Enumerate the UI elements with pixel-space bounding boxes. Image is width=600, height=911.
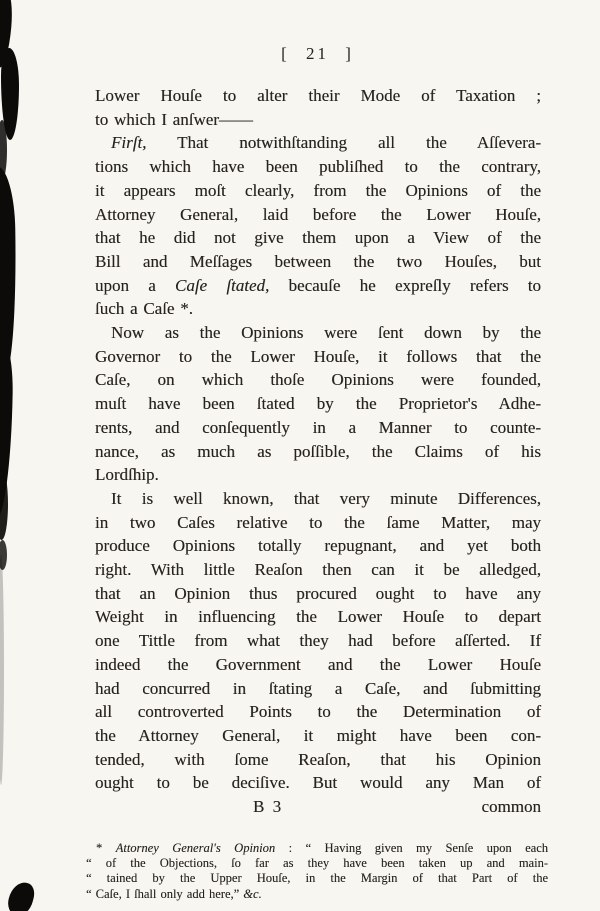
body-line: Lower Houſe to alter their Mode of Taxation ; (95, 86, 541, 105)
body-line: one Tittle from what they had before aſſerted. If (95, 631, 541, 651)
body-line: the Attorney General, it might have been con- (95, 725, 541, 745)
body-line: all controverted Points to the Determination of (95, 702, 541, 722)
scan-artifact (5, 880, 37, 911)
body-line: that he did not give them upon a View of the (95, 228, 541, 248)
footnote-line: * Attorney General's Opinion : “ Having given my Senſe upon each (96, 841, 549, 855)
scan-artifact (0, 555, 4, 785)
body-line: ought to be deciſive. But would any Man of (95, 773, 541, 793)
page-number: [ 21 ] (281, 44, 354, 63)
catchword: common (481, 797, 541, 816)
body-line: Firſt, That notwithſtanding all the Aſſevera- (111, 133, 541, 153)
body-line: tions which have been publiſhed to the contrary, (95, 157, 541, 177)
body-line: Now as the Opinions were ſent down by the (111, 323, 541, 343)
body-line: Lordſhip. (95, 465, 159, 485)
signature-row (95, 797, 541, 821)
body-line: rents, and conſequently in a Manner to counte- (95, 417, 541, 437)
body-line: tended, with ſome Reaſon, that his Opinion (95, 749, 541, 769)
body-line: Attorney General, laid before the Lower Houſe, (95, 204, 541, 224)
body-line: muſt have been ſtated by the Proprietor's Adhe- (95, 394, 541, 414)
footnote-text (86, 841, 548, 902)
footnote-line: “ Caſe, I ſhall only add here,” &c. (86, 886, 262, 901)
signature-mark: B 3 (253, 797, 284, 816)
body-line: had concurred in ſtating a Caſe, and ſubmitting (95, 678, 541, 698)
body-text (95, 84, 541, 795)
body-line: Bill and Meſſages between the two Houſes, but (95, 251, 541, 271)
footnote-line: “ tained by the Upper Houſe, in the Margin of that Part of the (86, 871, 548, 886)
body-line: ſuch a Caſe *. (95, 299, 193, 319)
body-line: nance, as much as poſſible, the Claims of his (95, 441, 541, 461)
body-line: indeed the Government and the Lower Houſe (95, 654, 541, 674)
body-line: upon a Caſe ſtated, becauſe he expreſly refers to (95, 275, 542, 295)
body-line: it appears moſt clearly, from the Opinions of the (95, 180, 541, 200)
body-line: right. With little Reaſon then can it be alledged, (95, 560, 541, 580)
body-line: Governor to the Lower Houſe, it follows that the (95, 346, 541, 366)
body-line: that an Opinion thus procured ought to have any (95, 583, 541, 603)
body-line: to which I anſwer—— (95, 109, 253, 129)
body-line: Caſe, on which thoſe Opinions were founded, (95, 370, 541, 390)
body-line: produce Opinions totally repugnant, and yet both (95, 536, 541, 556)
body-line: in two Caſes relative to the ſame Matter, may (95, 512, 541, 532)
body-line: Weight in influencing the Lower Houſe to depart (95, 607, 541, 627)
body-line: It is well known, that very minute Differences, (111, 488, 541, 508)
footnote-line: “ of the Objections, ſo far as they have been taken up and main- (86, 856, 548, 871)
